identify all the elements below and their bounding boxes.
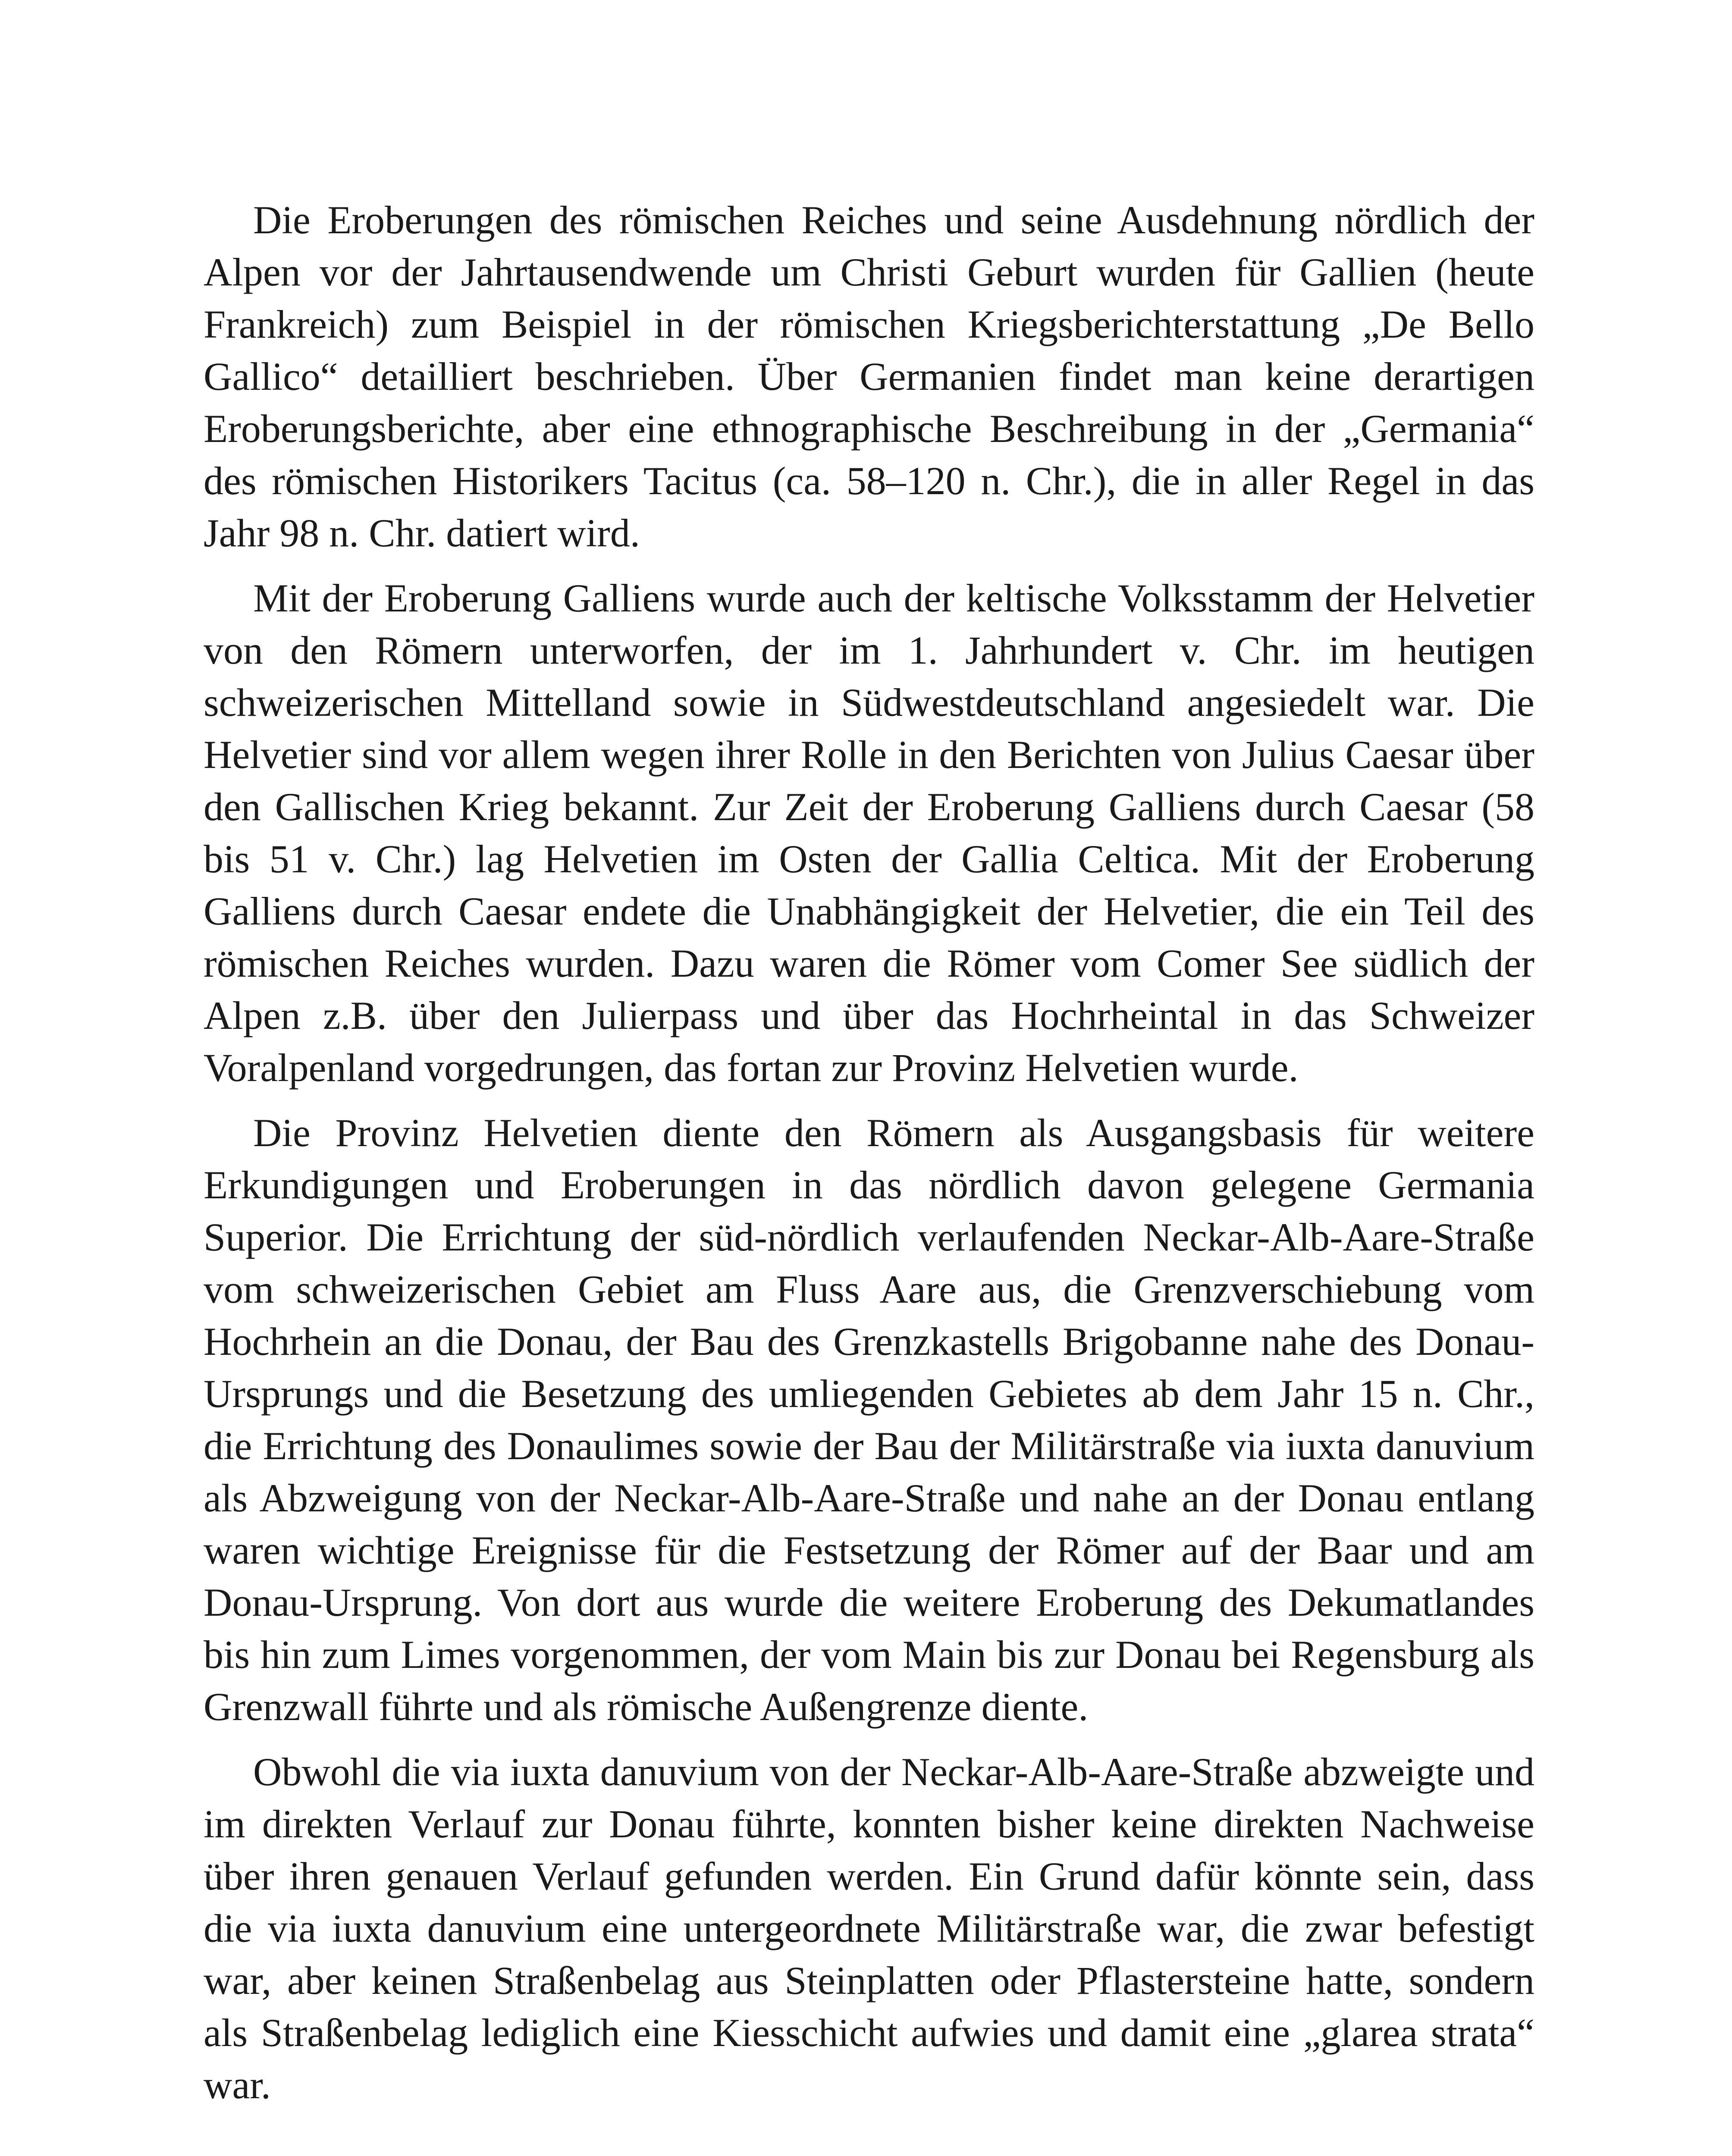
text-line: Die Eroberungen des römischen Reiches und seine Ausdehnung nördlich der: [253, 198, 1534, 242]
text-line: vom schweizerischen Gebiet am Fluss Aare aus, die Grenzverschiebung vom: [204, 1267, 1534, 1311]
text-line: von den Römern unterworfen, der im 1. Jahrhundert v. Chr. im heutigen: [204, 628, 1534, 672]
text-line: den Gallischen Krieg bekannt. Zur Zeit der Eroberung Galliens durch Caesar (58: [204, 785, 1534, 829]
text-line: Voralpenland vorgedrungen, das fortan zur Provinz Helvetien wurde.: [204, 1046, 1299, 1090]
paragraph-3: [204, 1107, 1534, 1733]
text-line: Superior. Die Errichtung der süd-nördlich verlaufenden Neckar-Alb-Aare-Straße: [204, 1215, 1534, 1259]
text-line: Obwohl die via iuxta danuvium von der Neckar-Alb-Aare-Straße abzweigte und: [253, 1750, 1534, 1794]
text-line: als Straßenbelag lediglich eine Kiesschicht aufwies und damit eine „glarea strata“: [204, 2011, 1534, 2055]
text-line: die Errichtung des Donaulimes sowie der Bau der Militärstraße via iuxta danuvium: [204, 1424, 1534, 1468]
text-line: Hochrhein an die Donau, der Bau des Grenzkastells Brigobanne nahe des Donau-: [204, 1319, 1534, 1363]
text-line: Donau-Ursprung. Von dort aus wurde die weitere Eroberung des Dekumatlandes: [204, 1580, 1534, 1624]
text-line: bis hin zum Limes vorgenommen, der vom Main bis zur Donau bei Regensburg als: [204, 1633, 1534, 1677]
text-line: römischen Reiches wurden. Dazu waren die Römer vom Comer See südlich der: [204, 941, 1534, 985]
paragraph-1: [204, 194, 1534, 559]
text-line: die via iuxta danuvium eine untergeordnete Militärstraße war, die zwar befestigt: [204, 1906, 1534, 1950]
text-line: Mit der Eroberung Galliens wurde auch der keltische Volksstamm der Helvetier: [253, 576, 1534, 620]
text-line: Jahr 98 n. Chr. datiert wird.: [204, 511, 640, 555]
text-line: Eroberungsberichte, aber eine ethnographische Beschreibung in der „Germania“: [204, 407, 1534, 451]
text-line: war, aber keinen Straßenbelag aus Steinplatten oder Pflastersteine hatte, sondern: [204, 1959, 1534, 2002]
paragraph-4: [204, 1746, 1534, 2111]
text-line: Galliens durch Caesar endete die Unabhängigkeit der Helvetier, die ein Teil des: [204, 889, 1534, 933]
text-line: Ursprungs und die Besetzung des umliegenden Gebietes ab dem Jahr 15 n. Chr.,: [204, 1372, 1534, 1416]
text-line: Frankreich) zum Beispiel in der römischen Kriegsberichterstattung „De Bello: [204, 302, 1534, 346]
text-line: Gallico“ detailliert beschrieben. Über Germanien findet man keine derartigen: [204, 354, 1534, 398]
text-line: schweizerischen Mittelland sowie in Südwestdeutschland angesiedelt war. Die: [204, 680, 1534, 724]
text-line: war.: [204, 2063, 271, 2107]
text-line: Die Provinz Helvetien diente den Römern als Ausgangsbasis für weitere: [253, 1111, 1534, 1155]
paragraph-2: [204, 572, 1534, 1094]
text-line: im direkten Verlauf zur Donau führte, konnten bisher keine direkten Nachweise: [204, 1802, 1534, 1846]
text-line: bis 51 v. Chr.) lag Helvetien im Osten der Gallia Celtica. Mit der Eroberung: [204, 837, 1534, 881]
text-line: Grenzwall führte und als römische Außengrenze diente.: [204, 1685, 1089, 1729]
text-line: über ihren genauen Verlauf gefunden werden. Ein Grund dafür könnte sein, dass: [204, 1854, 1534, 1898]
text-line: des römischen Historikers Tacitus (ca. 58–120 n. Chr.), die in aller Regel in das: [204, 459, 1534, 503]
body-text: [204, 194, 1534, 2124]
text-line: Helvetier sind vor allem wegen ihrer Rolle in den Berichten von Julius Caesar über: [204, 733, 1534, 777]
text-line: Alpen z.B. über den Julierpass und über das Hochrheintal in das Schweizer: [204, 993, 1534, 1037]
text-line: Alpen vor der Jahrtausendwende um Christi Geburt wurden für Gallien (heute: [204, 250, 1534, 294]
text-line: waren wichtige Ereignisse für die Festsetzung der Römer auf der Baar und am: [204, 1528, 1534, 1572]
text-line: als Abzweigung von der Neckar-Alb-Aare-Straße und nahe an der Donau entlang: [204, 1476, 1534, 1520]
text-line: Erkundigungen und Eroberungen in das nördlich davon gelegene Germania: [204, 1163, 1534, 1207]
